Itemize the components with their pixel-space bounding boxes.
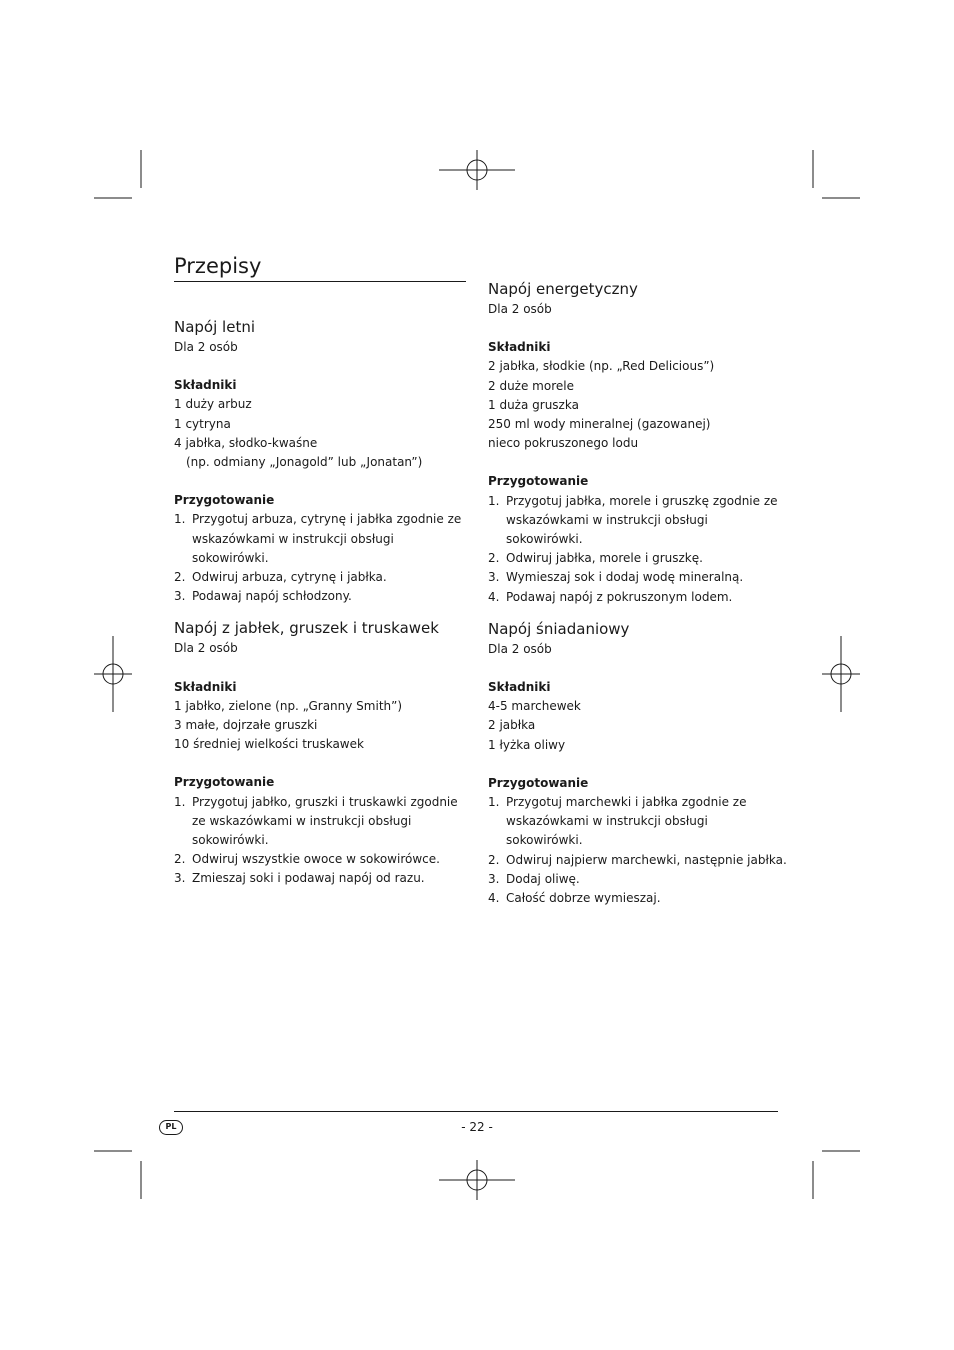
step-item [488,492,788,550]
recipe-servings: Dla 2 osób [174,641,238,656]
step-text: Przygotuj marchewki i jabłka zgodnie ze wskazówkami w instrukcji obsługi sokowirówki. [506,795,747,848]
step-number: 2. [488,551,500,566]
ingredient-item: 3 małe, dojrzałe gruszki [174,718,318,733]
language-badge: PL [159,1120,183,1135]
step-text: Odwiruj arbuza, cytrynę i jabłka. [192,570,387,585]
page-title: Przepisy [174,254,262,278]
preparation-steps [174,510,474,606]
recipe-napoj-z-jablek [174,617,474,888]
recipe-title: Napój śniadaniowy [488,619,630,638]
step-number: 3. [488,871,500,886]
step-text: Podawaj napój schłodzony. [192,589,352,604]
ingredient-item: 2 jabłka [488,718,536,733]
ingredient-item: 1 duża gruszka [488,397,579,412]
step-item [174,869,474,888]
step-number: 1. [174,794,186,809]
ingredients-list [488,697,788,755]
step-item [488,889,788,908]
step-number: 4. [488,589,500,604]
step-text: Podawaj napój z pokruszonym lodem. [506,589,733,604]
ingredients-heading: Składniki [174,679,237,694]
step-number: 3. [174,589,186,604]
step-number: 1. [488,795,500,810]
recipe-napoj-energetyczny [488,278,788,607]
ingredient-item: nieco pokruszonego lodu [488,436,639,451]
step-text: Odwiruj jabłka, morele i gruszkę. [506,551,703,566]
ingredient-item: 10 średniej wielkości truskawek [174,737,364,752]
preparation-heading: Przygotowanie [488,474,589,489]
ingredient-item: (np. odmiany „Jonagold” lub „Jonatan”) [186,455,423,470]
ingredients-list [488,357,788,453]
step-item [174,510,474,568]
ingredient-item: 1 cytryna [174,416,231,431]
recipe-napoj-sniadaniowy [488,618,788,908]
step-text: Przygotuj jabłka, morele i gruszkę zgodnie ze wskazówkami w instrukcji obsługi sokowirówki. [506,493,778,547]
ingredients-list [174,395,474,472]
preparation-heading: Przygotowanie [488,775,589,790]
step-number: 1. [174,512,186,527]
recipe-title: Napój letni [174,318,255,336]
ingredient-item: 1 łyżka oliwy [488,737,566,752]
right-column [488,278,788,919]
step-item [488,568,788,587]
step-text: Odwiruj wszystkie owoce w sokowirówce. [192,852,440,867]
ingredients-list [174,697,474,755]
recipe-servings: Dla 2 osób [488,302,552,316]
ingredients-heading: Składniki [174,378,237,393]
page-number: - 22 - [461,1120,493,1134]
ingredient-item: 250 ml wody mineralnej (gazowanej) [488,417,711,432]
step-item [174,568,474,587]
step-text: Przygotuj arbuza, cytrynę i jabłka zgodnie ze wskazówkami w instrukcji obsługi sokowirówki. [192,512,462,565]
step-text: Wymieszaj sok i dodaj wodę mineralną. [506,570,744,585]
step-item [488,851,788,870]
preparation-steps [488,492,788,607]
step-text: Odwiruj najpierw marchewki, następnie jabłka. [506,852,787,867]
preparation-steps [174,793,474,889]
step-text: Zmieszaj soki i podawaj napój od razu. [192,871,425,886]
recipe-napoj-letni [174,316,474,606]
ingredients-heading: Składniki [488,680,551,695]
step-item [174,587,474,606]
recipe-title: Napój z jabłek, gruszek i truskawek [174,619,439,638]
ingredients-heading: Składniki [488,340,551,355]
recipe-servings: Dla 2 osób [174,340,238,354]
footer-divider [174,1111,778,1112]
recipe-title: Napój energetyczny [488,280,638,298]
step-number: 2. [488,852,500,867]
step-number: 1. [488,493,500,508]
step-number: 4. [488,891,500,906]
step-item [488,870,788,889]
step-item [488,588,788,607]
step-item [174,850,474,869]
preparation-heading: Przygotowanie [174,775,275,790]
ingredient-item: 4-5 marchewek [488,699,581,714]
step-number: 2. [174,852,186,867]
step-item [488,793,788,851]
ingredient-item: 4 jabłka, słodko-kwaśne [174,435,318,450]
ingredient-item: 1 duży arbuz [174,397,252,412]
step-number: 3. [174,871,186,886]
step-item [174,793,474,851]
ingredient-item: 2 jabłka, słodkie (np. „Red Delicious”) [488,359,715,374]
step-item [488,549,788,568]
title-divider [174,281,466,282]
ingredient-item: 1 jabłko, zielone (np. „Granny Smith”) [174,698,403,713]
recipe-servings: Dla 2 osób [488,641,552,656]
step-text: Całość dobrze wymieszaj. [506,891,661,906]
step-number: 3. [488,570,500,585]
ingredient-item: 2 duże morele [488,378,574,393]
preparation-steps [488,793,788,908]
step-text: Dodaj oliwę. [506,871,580,886]
left-column [174,316,474,900]
preparation-heading: Przygotowanie [174,493,275,508]
step-number: 2. [174,570,186,585]
step-text: Przygotuj jabłko, gruszki i truskawki zgodnie ze wskazówkami w instrukcji obsługi sokowirówki. [192,794,458,848]
